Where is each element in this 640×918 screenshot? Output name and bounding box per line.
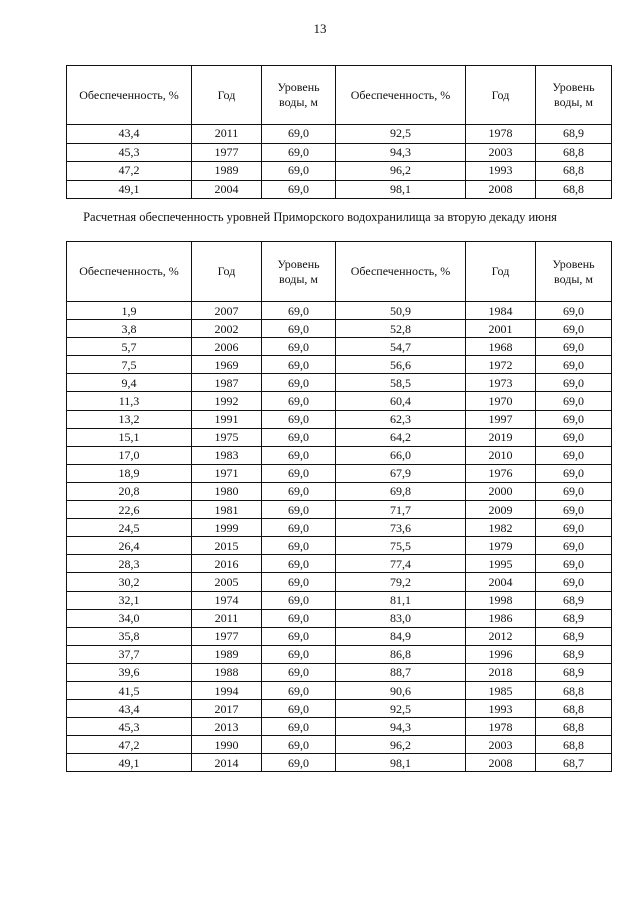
cell-supply-right: 73,6 <box>336 519 466 537</box>
page-number: 13 <box>313 21 327 36</box>
header-year: Год <box>466 66 536 125</box>
cell-supply-right: 58,5 <box>336 374 466 392</box>
header-supply: Обеспеченность, % <box>336 66 466 125</box>
cell-supply-right: 50,9 <box>336 302 466 320</box>
cell-level-right: 68,9 <box>536 125 612 144</box>
cell-level-left: 69,0 <box>262 555 336 573</box>
cell-year-right: 2009 <box>466 501 536 519</box>
cell-supply-left: 35,8 <box>67 627 192 645</box>
cell-supply-right: 81,1 <box>336 591 466 609</box>
cell-supply-left: 1,9 <box>67 302 192 320</box>
cell-year-right: 2019 <box>466 428 536 446</box>
cell-year-left: 1994 <box>192 681 262 699</box>
cell-year-left: 1981 <box>192 501 262 519</box>
cell-supply-left: 26,4 <box>67 537 192 555</box>
header-supply: Обеспеченность, % <box>67 66 192 125</box>
cell-supply-left: 49,1 <box>67 754 192 772</box>
cell-supply-right: 90,6 <box>336 681 466 699</box>
cell-supply-right: 88,7 <box>336 663 466 681</box>
cell-supply-right: 77,4 <box>336 555 466 573</box>
table-second-decade-june <box>66 241 612 772</box>
cell-supply-right: 94,3 <box>336 718 466 736</box>
cell-year-left: 2002 <box>192 320 262 338</box>
cell-level-left: 69,0 <box>262 162 336 181</box>
cell-level-right: 68,9 <box>536 663 612 681</box>
table-row <box>67 356 612 374</box>
cell-level-right: 69,0 <box>536 392 612 410</box>
cell-supply-left: 43,4 <box>67 700 192 718</box>
table-row <box>67 718 612 736</box>
cell-supply-right: 62,3 <box>336 410 466 428</box>
cell-year-left: 1988 <box>192 663 262 681</box>
cell-level-right: 69,0 <box>536 482 612 500</box>
cell-year-right: 1993 <box>466 162 536 181</box>
cell-year-right: 1993 <box>466 700 536 718</box>
cell-level-left: 69,0 <box>262 143 336 162</box>
table-row <box>67 143 612 162</box>
cell-year-left: 2004 <box>192 180 262 199</box>
table-row <box>67 609 612 627</box>
cell-year-left: 1980 <box>192 482 262 500</box>
cell-level-left: 69,0 <box>262 681 336 699</box>
cell-level-right: 69,0 <box>536 573 612 591</box>
cell-year-left: 2013 <box>192 718 262 736</box>
cell-level-left: 69,0 <box>262 591 336 609</box>
cell-year-left: 2014 <box>192 754 262 772</box>
cell-supply-left: 7,5 <box>67 356 192 374</box>
table-row <box>67 736 612 754</box>
cell-year-right: 2004 <box>466 573 536 591</box>
cell-level-left: 69,0 <box>262 392 336 410</box>
cell-year-right: 2018 <box>466 663 536 681</box>
cell-year-left: 1999 <box>192 519 262 537</box>
table-row <box>67 501 612 519</box>
cell-supply-left: 22,6 <box>67 501 192 519</box>
table-row <box>67 681 612 699</box>
cell-year-right: 2010 <box>466 446 536 464</box>
cell-level-right: 68,9 <box>536 627 612 645</box>
cell-supply-left: 39,6 <box>67 663 192 681</box>
cell-level-left: 69,0 <box>262 125 336 144</box>
header-year: Год <box>192 242 262 302</box>
cell-level-left: 69,0 <box>262 627 336 645</box>
cell-year-right: 1976 <box>466 464 536 482</box>
cell-level-left: 69,0 <box>262 320 336 338</box>
table-row <box>67 338 612 356</box>
cell-supply-right: 96,2 <box>336 162 466 181</box>
table-row <box>67 180 612 199</box>
table-row <box>67 125 612 144</box>
cell-year-right: 2008 <box>466 180 536 199</box>
table-row <box>67 410 612 428</box>
cell-supply-right: 71,7 <box>336 501 466 519</box>
cell-year-left: 1992 <box>192 392 262 410</box>
table-row <box>67 663 612 681</box>
table-row <box>67 446 612 464</box>
cell-level-right: 69,0 <box>536 374 612 392</box>
cell-year-left: 2011 <box>192 125 262 144</box>
header-water-level: Уровень воды, м <box>536 66 612 125</box>
cell-level-left: 69,0 <box>262 482 336 500</box>
cell-year-right: 2008 <box>466 754 536 772</box>
table-row <box>67 162 612 181</box>
cell-level-left: 69,0 <box>262 501 336 519</box>
cell-year-left: 1983 <box>192 446 262 464</box>
cell-year-left: 1974 <box>192 591 262 609</box>
cell-supply-left: 9,4 <box>67 374 192 392</box>
table-row <box>67 320 612 338</box>
cell-level-left: 69,0 <box>262 645 336 663</box>
cell-year-left: 1971 <box>192 464 262 482</box>
table-row <box>67 482 612 500</box>
cell-level-left: 69,0 <box>262 519 336 537</box>
cell-supply-left: 41,5 <box>67 681 192 699</box>
header-water-level: Уровень воды, м <box>536 242 612 302</box>
table-row <box>67 302 612 320</box>
cell-level-left: 69,0 <box>262 464 336 482</box>
cell-supply-right: 79,2 <box>336 573 466 591</box>
cell-year-left: 1975 <box>192 428 262 446</box>
cell-supply-right: 83,0 <box>336 609 466 627</box>
cell-level-right: 68,9 <box>536 645 612 663</box>
table-row <box>67 464 612 482</box>
cell-level-right: 69,0 <box>536 338 612 356</box>
cell-supply-left: 47,2 <box>67 736 192 754</box>
cell-level-left: 69,0 <box>262 180 336 199</box>
cell-level-left: 69,0 <box>262 356 336 374</box>
cell-supply-right: 52,8 <box>336 320 466 338</box>
cell-year-left: 2011 <box>192 609 262 627</box>
cell-year-right: 1998 <box>466 591 536 609</box>
cell-level-left: 69,0 <box>262 428 336 446</box>
cell-level-right: 69,0 <box>536 537 612 555</box>
cell-year-right: 1973 <box>466 374 536 392</box>
header-supply: Обеспеченность, % <box>67 242 192 302</box>
cell-year-right: 2000 <box>466 482 536 500</box>
table-row <box>67 700 612 718</box>
cell-year-right: 1978 <box>466 125 536 144</box>
cell-supply-left: 5,7 <box>67 338 192 356</box>
cell-supply-left: 3,8 <box>67 320 192 338</box>
cell-year-left: 1977 <box>192 627 262 645</box>
table-continuation <box>66 65 612 199</box>
cell-supply-left: 34,0 <box>67 609 192 627</box>
table-header-row <box>67 66 612 125</box>
cell-level-right: 69,0 <box>536 410 612 428</box>
table-caption: Расчетная обеспеченность уровней Приморского водохранилища за вторую декаду июня <box>83 210 557 224</box>
cell-supply-right: 69,8 <box>336 482 466 500</box>
cell-supply-right: 86,8 <box>336 645 466 663</box>
cell-year-right: 1972 <box>466 356 536 374</box>
cell-level-right: 69,0 <box>536 501 612 519</box>
table-row <box>67 555 612 573</box>
table-row <box>67 519 612 537</box>
cell-level-left: 69,0 <box>262 446 336 464</box>
table-row <box>67 428 612 446</box>
cell-level-right: 69,0 <box>536 555 612 573</box>
cell-supply-right: 54,7 <box>336 338 466 356</box>
header-year: Год <box>466 242 536 302</box>
cell-supply-right: 75,5 <box>336 537 466 555</box>
cell-supply-left: 13,2 <box>67 410 192 428</box>
cell-year-right: 1984 <box>466 302 536 320</box>
cell-level-left: 69,0 <box>262 736 336 754</box>
cell-supply-left: 49,1 <box>67 180 192 199</box>
cell-supply-right: 92,5 <box>336 700 466 718</box>
cell-level-right: 68,8 <box>536 718 612 736</box>
cell-level-right: 68,8 <box>536 736 612 754</box>
cell-supply-right: 84,9 <box>336 627 466 645</box>
table-row <box>67 392 612 410</box>
cell-level-right: 69,0 <box>536 428 612 446</box>
cell-year-right: 1997 <box>466 410 536 428</box>
cell-supply-left: 15,1 <box>67 428 192 446</box>
cell-supply-left: 18,9 <box>67 464 192 482</box>
cell-year-left: 1990 <box>192 736 262 754</box>
cell-year-right: 1982 <box>466 519 536 537</box>
cell-supply-right: 96,2 <box>336 736 466 754</box>
cell-level-left: 69,0 <box>262 754 336 772</box>
cell-level-right: 69,0 <box>536 356 612 374</box>
cell-level-left: 69,0 <box>262 374 336 392</box>
cell-level-left: 69,0 <box>262 537 336 555</box>
cell-year-left: 2005 <box>192 573 262 591</box>
cell-year-left: 2016 <box>192 555 262 573</box>
cell-level-right: 68,7 <box>536 754 612 772</box>
cell-year-left: 1989 <box>192 162 262 181</box>
cell-supply-right: 94,3 <box>336 143 466 162</box>
cell-supply-right: 98,1 <box>336 754 466 772</box>
cell-supply-left: 32,1 <box>67 591 192 609</box>
cell-year-left: 1991 <box>192 410 262 428</box>
cell-level-right: 68,8 <box>536 700 612 718</box>
cell-supply-left: 47,2 <box>67 162 192 181</box>
cell-level-left: 69,0 <box>262 663 336 681</box>
cell-year-right: 1985 <box>466 681 536 699</box>
cell-supply-right: 67,9 <box>336 464 466 482</box>
cell-year-right: 1978 <box>466 718 536 736</box>
cell-year-right: 1970 <box>466 392 536 410</box>
cell-supply-right: 60,4 <box>336 392 466 410</box>
cell-level-right: 69,0 <box>536 320 612 338</box>
cell-supply-left: 43,4 <box>67 125 192 144</box>
cell-supply-right: 66,0 <box>336 446 466 464</box>
cell-supply-left: 24,5 <box>67 519 192 537</box>
header-supply: Обеспеченность, % <box>336 242 466 302</box>
cell-level-right: 68,9 <box>536 591 612 609</box>
cell-year-right: 1996 <box>466 645 536 663</box>
cell-year-right: 2003 <box>466 143 536 162</box>
cell-year-left: 2017 <box>192 700 262 718</box>
cell-year-left: 2006 <box>192 338 262 356</box>
cell-level-right: 68,8 <box>536 162 612 181</box>
header-year: Год <box>192 66 262 125</box>
cell-level-right: 68,8 <box>536 143 612 162</box>
cell-year-right: 2001 <box>466 320 536 338</box>
cell-supply-left: 11,3 <box>67 392 192 410</box>
cell-level-left: 69,0 <box>262 573 336 591</box>
cell-level-left: 69,0 <box>262 338 336 356</box>
cell-year-left: 1987 <box>192 374 262 392</box>
cell-supply-left: 30,2 <box>67 573 192 591</box>
cell-year-right: 2012 <box>466 627 536 645</box>
cell-year-right: 1995 <box>466 555 536 573</box>
cell-supply-right: 56,6 <box>336 356 466 374</box>
cell-level-right: 69,0 <box>536 446 612 464</box>
cell-supply-right: 92,5 <box>336 125 466 144</box>
cell-supply-right: 64,2 <box>336 428 466 446</box>
cell-supply-left: 45,3 <box>67 143 192 162</box>
cell-supply-right: 98,1 <box>336 180 466 199</box>
header-water-level: Уровень воды, м <box>262 242 336 302</box>
cell-supply-left: 37,7 <box>67 645 192 663</box>
cell-year-left: 1969 <box>192 356 262 374</box>
cell-supply-left: 17,0 <box>67 446 192 464</box>
cell-level-left: 69,0 <box>262 700 336 718</box>
table-row <box>67 537 612 555</box>
cell-level-right: 68,8 <box>536 180 612 199</box>
cell-level-left: 69,0 <box>262 718 336 736</box>
cell-year-right: 1968 <box>466 338 536 356</box>
cell-year-left: 1989 <box>192 645 262 663</box>
cell-year-left: 2015 <box>192 537 262 555</box>
cell-supply-left: 45,3 <box>67 718 192 736</box>
cell-level-right: 68,8 <box>536 681 612 699</box>
cell-year-right: 1986 <box>466 609 536 627</box>
cell-level-left: 69,0 <box>262 410 336 428</box>
cell-level-right: 69,0 <box>536 519 612 537</box>
cell-level-left: 69,0 <box>262 609 336 627</box>
table-row <box>67 645 612 663</box>
cell-year-right: 2003 <box>466 736 536 754</box>
header-water-level: Уровень воды, м <box>262 66 336 125</box>
cell-level-right: 69,0 <box>536 302 612 320</box>
cell-level-right: 68,9 <box>536 609 612 627</box>
table-header-row <box>67 242 612 302</box>
table-row <box>67 374 612 392</box>
cell-year-right: 1979 <box>466 537 536 555</box>
cell-supply-left: 28,3 <box>67 555 192 573</box>
cell-level-right: 69,0 <box>536 464 612 482</box>
table-row <box>67 754 612 772</box>
cell-year-left: 1977 <box>192 143 262 162</box>
cell-year-left: 2007 <box>192 302 262 320</box>
table-row <box>67 573 612 591</box>
table-row <box>67 591 612 609</box>
cell-supply-left: 20,8 <box>67 482 192 500</box>
cell-level-left: 69,0 <box>262 302 336 320</box>
table-row <box>67 627 612 645</box>
